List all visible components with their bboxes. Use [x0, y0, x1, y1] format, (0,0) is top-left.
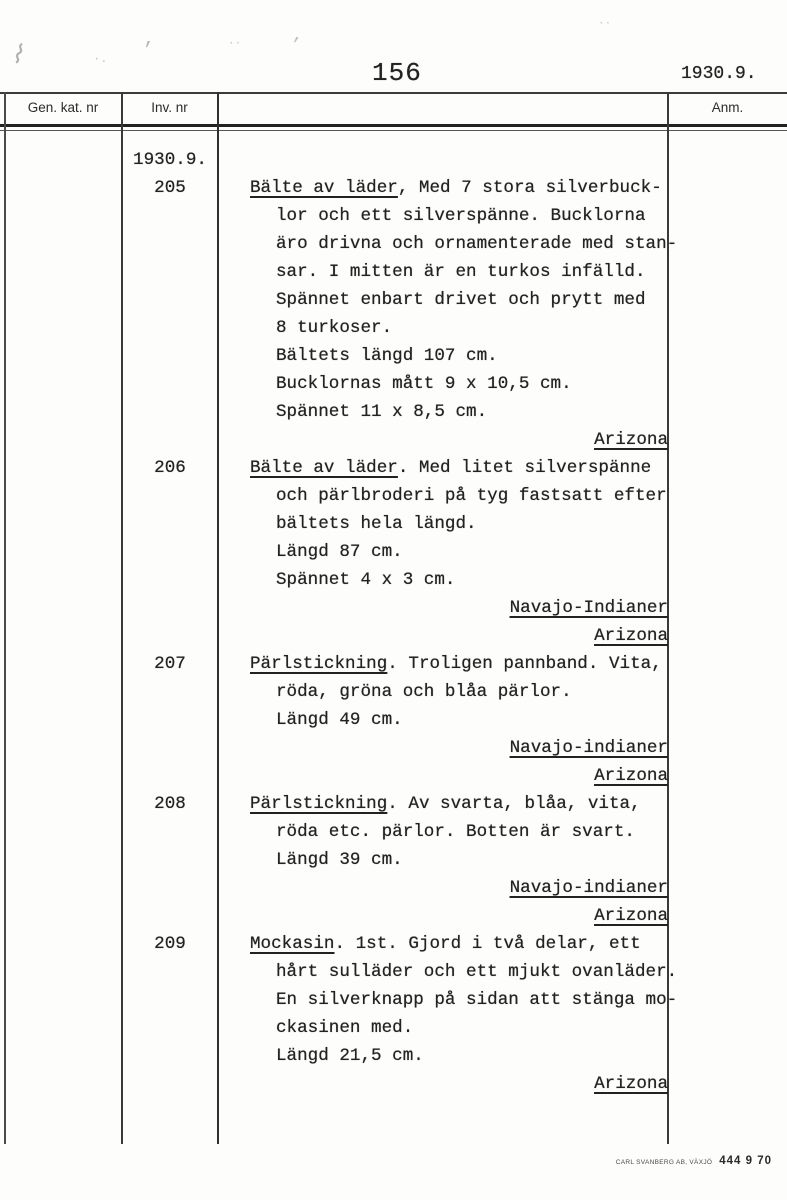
column-header-inv-nr: Inv. nr	[151, 100, 188, 115]
entry-body-line: Spännet 11 x 8,5 cm.	[276, 402, 488, 422]
entry-title: Mockasin	[250, 934, 335, 954]
inv-nr-cell	[122, 146, 218, 454]
entry-description	[218, 454, 668, 650]
attribution-text: Navajo-indianer	[509, 738, 668, 758]
scan-smudge: ·.	[93, 52, 108, 66]
page-number: 156	[372, 58, 422, 88]
scan-smudge: ··	[228, 38, 242, 50]
printer-name: CARL SVANBERG AB, VÄXJÖ	[615, 1159, 713, 1166]
entry-body-line: 8 turkoser.	[276, 318, 393, 338]
entries	[122, 146, 678, 1098]
attribution-text: Arizona	[594, 766, 668, 786]
inv-nr-cell	[122, 454, 218, 650]
printer-imprint	[616, 1155, 772, 1167]
printer-code: 444 9 70	[719, 1155, 772, 1167]
entry-body-line: äro drivna och ornamenterade med stan-	[276, 234, 678, 254]
entry-body-line: och pärlbroderi på tyg fastsatt efter	[276, 486, 667, 506]
entry-body-line: bältets hela längd.	[276, 514, 477, 534]
entry-body-line: Bältets längd 107 cm.	[276, 346, 498, 366]
inv-nr: 209	[154, 934, 186, 954]
column-header-anm: Anm.	[711, 100, 744, 115]
column-header-gen-kat-nr: Gen. kat. nr	[27, 100, 99, 115]
entry-title-rest: . 1st. Gjord i två delar, ett	[334, 934, 641, 954]
attribution-text: Navajo-Indianer	[509, 598, 668, 618]
entry-description	[218, 930, 678, 1098]
entry-body-line: Spännet enbart drivet och prytt med	[276, 290, 646, 310]
attribution-text: Arizona	[594, 626, 668, 646]
entry-attribution	[250, 874, 668, 902]
entry-title-rest: . Troligen pannband. Vita,	[387, 654, 662, 674]
entry-body-line: lor och ett silverspänne. Bucklorna	[276, 206, 646, 226]
entry-body-line: Längd 39 cm.	[276, 850, 403, 870]
catalog-entry	[122, 454, 668, 650]
inv-nr: 206	[154, 458, 186, 478]
entry-first-line	[250, 454, 668, 482]
entry-body-line: Längd 49 cm.	[276, 710, 403, 730]
scan-smudge: ’	[288, 35, 303, 57]
attribution-text: Navajo-indianer	[509, 878, 668, 898]
entry-body-line: hårt sulläder och ett mjukt ovanläder.	[276, 962, 678, 982]
attribution-text: Arizona	[594, 1074, 668, 1094]
period-label: 1930.9.	[681, 64, 757, 84]
entry-attribution	[250, 762, 668, 790]
entry-title-rest: . Med litet silverspänne	[397, 458, 652, 478]
entry-first-line	[250, 650, 668, 678]
entry-body-line: Spännet 4 x 3 cm.	[276, 570, 456, 590]
entry-first-line	[250, 930, 668, 958]
entry-title-rest: . Av svarta, blåa, vita,	[387, 794, 641, 814]
entry-description	[218, 790, 668, 930]
inv-nr: 208	[154, 794, 186, 814]
entry-title-rest: , Med 7 stora silverbuck-	[397, 178, 662, 198]
entry-description	[218, 146, 678, 454]
inv-nr: 205	[154, 178, 186, 198]
scan-smudge: ⌇	[7, 39, 29, 73]
entry-body-line: ckasinen med.	[276, 1018, 414, 1038]
entry-title: Pärlstickning	[250, 794, 388, 814]
entry-first-line	[250, 174, 668, 202]
entry-description	[218, 650, 668, 790]
attribution-text: Arizona	[594, 906, 668, 926]
catalog-entry	[122, 650, 668, 790]
inv-nr-cell	[122, 790, 218, 930]
entry-attribution	[250, 1070, 668, 1098]
entry-body-line: röda etc. pärlor. Botten är svart.	[276, 822, 635, 842]
entry-attribution	[250, 622, 668, 650]
table-left-border	[4, 92, 6, 1144]
entry-body-line: sar. I mitten är en turkos infälld.	[276, 262, 646, 282]
entry-title: Pärlstickning	[250, 654, 388, 674]
scan-smudge: ··	[598, 18, 612, 30]
entry-title: Bälte av läder	[250, 458, 398, 478]
catalog-entry	[122, 930, 678, 1098]
catalog-entry	[122, 790, 668, 930]
inv-nr-cell	[122, 650, 218, 790]
inv-nr: 207	[154, 654, 186, 674]
attribution-text: Arizona	[594, 430, 668, 450]
catalog-entry	[122, 146, 678, 454]
group-year-label: 1930.9.	[133, 150, 207, 170]
entry-body-line: Längd 21,5 cm.	[276, 1046, 424, 1066]
entry-attribution	[250, 734, 668, 762]
inv-nr-cell	[122, 930, 218, 1098]
entry-attribution	[250, 594, 668, 622]
entry-attribution	[250, 902, 668, 930]
entry-body-line: En silverknapp på sidan att stänga mo-	[276, 990, 678, 1010]
entry-body-line: Längd 87 cm.	[276, 542, 403, 562]
entry-first-line	[250, 790, 668, 818]
entry-attribution	[250, 426, 668, 454]
scan-smudge: ’	[142, 40, 155, 63]
entry-body-line: Bucklornas mått 9 x 10,5 cm.	[276, 374, 572, 394]
entry-body-line: röda, gröna och blåa pärlor.	[276, 682, 572, 702]
entry-title: Bälte av läder	[250, 178, 398, 198]
